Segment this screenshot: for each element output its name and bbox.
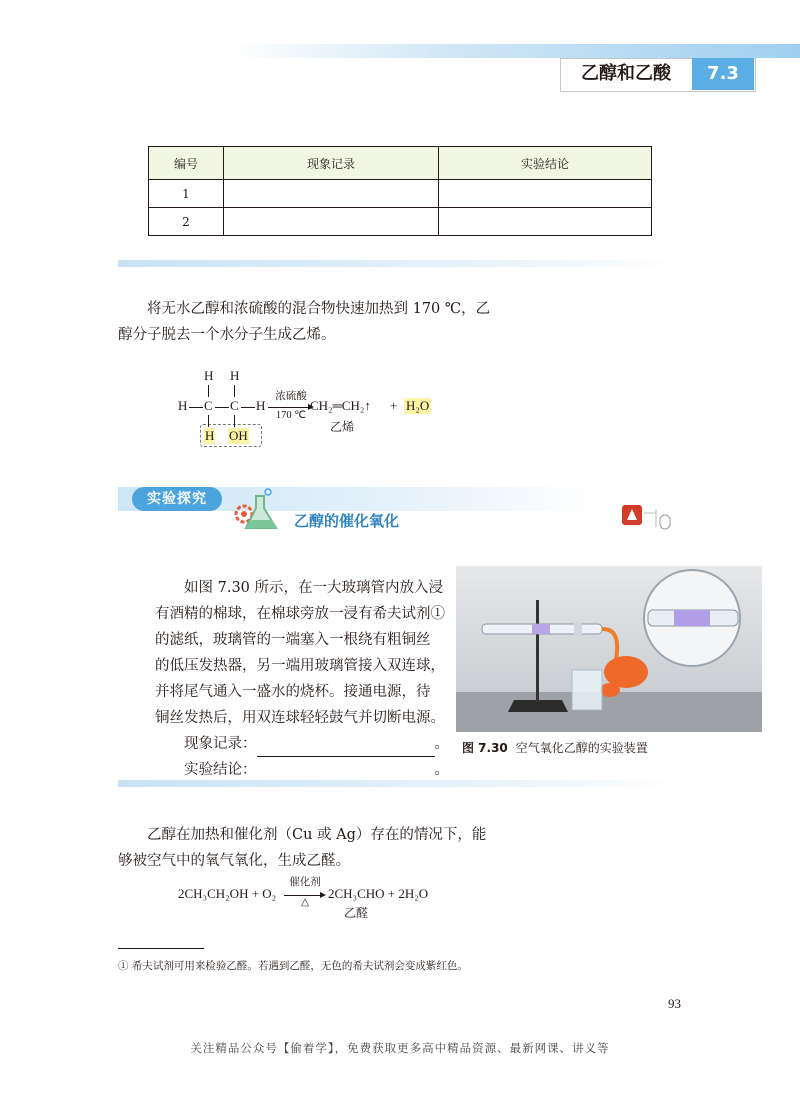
column-header-conclusion: 实验结论: [439, 147, 652, 180]
paragraph-line: 铜丝发热后，用双连球轻轻鼓气并切断电源。: [155, 710, 445, 726]
table-cell: 2: [149, 208, 224, 236]
paragraph-line: 将无水乙醇和浓硫酸的混合物快速加热到 170 ℃，乙: [147, 301, 491, 317]
page-number: 93: [668, 996, 681, 1011]
blank-period: 。: [434, 762, 449, 778]
experiment-badge: 实验探究: [132, 487, 222, 511]
section-divider: [118, 260, 678, 267]
phenomenon-blank: [257, 738, 435, 757]
bond-line: [234, 415, 235, 427]
table-cell: [224, 180, 439, 208]
atom-c-1: C: [204, 398, 213, 413]
experiment-apparatus-photo: [456, 566, 762, 732]
phenomenon-label: 现象记录：: [184, 736, 257, 752]
paragraph-line: 的滤纸，玻璃管的一端塞入一根绕有粗铜丝: [155, 632, 431, 648]
oxidation-equation: [178, 874, 478, 924]
table-cell: [439, 208, 652, 236]
blank-period: 。: [434, 736, 449, 752]
experiment-title: 乙醇的催化氧化: [294, 512, 400, 530]
bond-line: [215, 407, 229, 408]
product-water: H₂O: [406, 398, 430, 413]
paragraph-line: 的低压发热器，另一端用玻璃管接入双连球，: [155, 658, 445, 674]
atom-c-2: C: [230, 398, 239, 413]
record-table: [148, 146, 652, 236]
atom-h-left: H: [178, 398, 188, 413]
reactants: 2CH₃CH₂OH + O₂: [178, 886, 277, 901]
flask-gear-icon: [230, 486, 282, 534]
paragraph-line: 够被空气中的氧气氧化，生成乙醛。: [118, 853, 350, 869]
paragraph-line: 如图 7.30 所示，在一大玻璃管内放入浸: [184, 580, 444, 596]
bond-line: [241, 407, 255, 408]
promo-text: 关注精品公众号【偷着学】，免费获取更多高中精品资源、最新网课、讲义等: [190, 1041, 610, 1055]
ethanol-structure: [170, 368, 450, 448]
figure-number: 图 7.30: [462, 741, 508, 755]
chapter-title: 乙醇和乙酸: [581, 63, 671, 84]
figure-caption-text: 空气氧化乙醇的实验装置: [515, 741, 648, 755]
bond-line: [208, 385, 209, 397]
condition-bottom: △: [300, 897, 310, 908]
section-divider: [118, 780, 678, 787]
paragraph-line: 并将尾气通入一盛水的烧杯。接通电源，待: [155, 684, 431, 700]
atom-h-top-1: H: [204, 368, 214, 383]
product-name: 乙烯: [330, 420, 355, 434]
conclusion-label: 实验结论：: [184, 762, 257, 778]
oxidation-paragraph: [118, 822, 498, 874]
bond-line: [189, 407, 203, 408]
table-row: [149, 208, 652, 236]
paragraph-line: 醇分子脱去一个水分子生成乙烯。: [118, 327, 336, 343]
column-header-phenomenon: 现象记录: [224, 147, 439, 180]
table-row: [149, 180, 652, 208]
dehydration-paragraph: [118, 296, 498, 348]
bond-line: [208, 415, 209, 427]
paragraph-line: 乙醇在加热和催化剂（Cu 或 Ag）存在的情况下，能: [147, 827, 487, 843]
column-header-number: 编号: [149, 147, 224, 180]
phenomenon-line: [155, 731, 455, 757]
figure-caption: [462, 739, 648, 756]
atom-h-bottom: H: [205, 428, 215, 443]
condition-bottom: 170 ℃: [275, 410, 307, 421]
table-header-row: [149, 147, 652, 180]
table-cell: 1: [149, 180, 224, 208]
atom-h-top-2: H: [230, 368, 240, 383]
product-ethylene: CH₂═CH₂↑: [310, 398, 371, 413]
footnote-rule: [118, 948, 204, 949]
atom-h-right: H: [256, 398, 266, 413]
reaction-arrow: [268, 407, 312, 408]
video-resource-icon[interactable]: [622, 503, 674, 531]
footnote: ① 希夫试剂可用来检验乙醛。若遇到乙醛，无色的希夫试剂会变成紫红色。: [118, 960, 468, 972]
plus-sign: +: [390, 398, 398, 413]
experiment-paragraph: [155, 575, 455, 783]
condition-top: 浓硫酸: [275, 391, 307, 402]
header-gradient-bar: [230, 44, 800, 58]
paragraph-line: 有酒精的棉球，在棉球旁放一浸有希夫试剂①: [155, 606, 445, 622]
atom-oh-bottom: OH: [229, 428, 248, 443]
apparatus-illustration: [456, 566, 762, 732]
table-cell: [224, 208, 439, 236]
product-name: 乙醛: [344, 906, 369, 920]
table-cell: [439, 180, 652, 208]
products: 2CH₃CHO + 2H₂O: [328, 886, 429, 901]
bond-line: [234, 385, 235, 397]
section-number: 7.3: [692, 58, 754, 90]
condition-top: 催化剂: [289, 877, 321, 888]
